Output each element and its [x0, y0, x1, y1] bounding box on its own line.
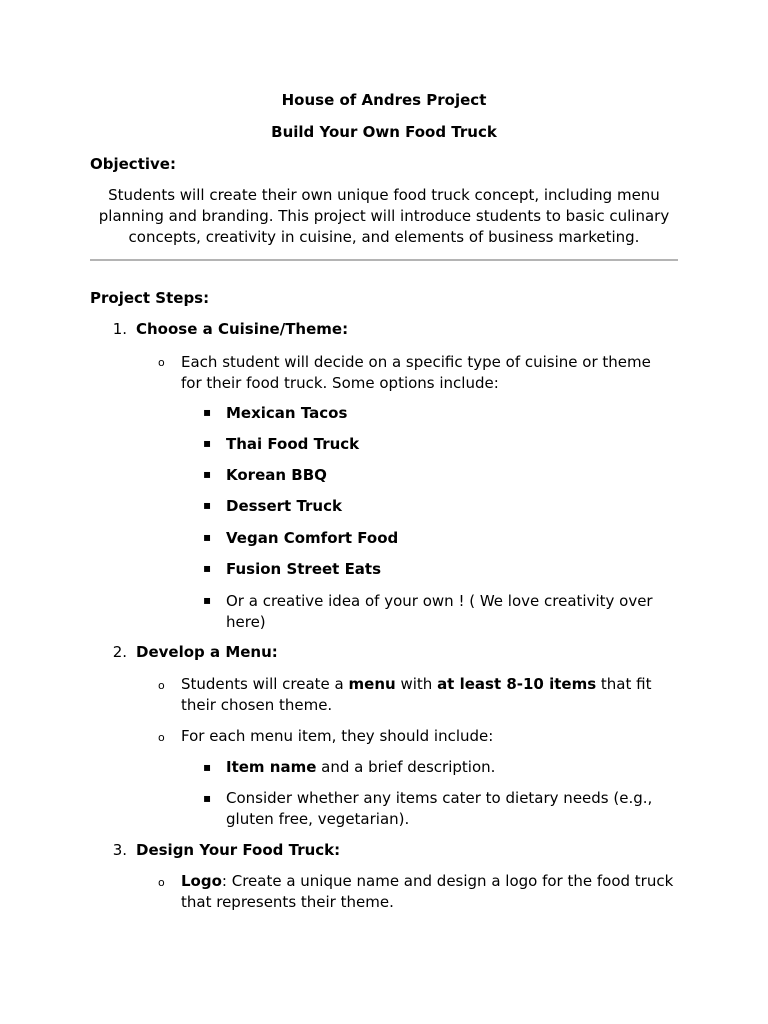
step-title: Design Your Food Truck:: [136, 841, 341, 859]
menu-requirement-text: Students will create a menu with at least 8-10 items that fit their chosen theme.: [181, 675, 652, 714]
cuisine-option: Thai Food Truck: [226, 435, 360, 453]
step-number: 3.: [112, 841, 127, 859]
cuisine-option: Fusion Street Eats: [226, 560, 382, 578]
step-number: 1.: [112, 320, 127, 338]
step-bullet-text: Each student will decide on a specific type of cuisine or theme for their food truck. Some options include:: [181, 353, 651, 392]
circle-bullet-icon: o: [158, 356, 165, 369]
cuisine-option: Korean BBQ: [226, 466, 327, 484]
cuisine-option: Mexican Tacos: [226, 404, 348, 422]
square-bullet-icon: ▪: [203, 405, 212, 419]
circle-bullet-icon: o: [158, 679, 165, 692]
objective-text: Students will create their own unique food truck concept, including menu planning and branding. This project will introduce students to basic culinary concepts, creativity in cuisine, and elements of business marketing.: [98, 186, 670, 246]
circle-bullet-icon: o: [158, 731, 165, 744]
project-steps-heading: Project Steps:: [90, 289, 210, 307]
cuisine-option: Dessert Truck: [226, 497, 342, 515]
objective-heading: Objective:: [90, 155, 176, 173]
square-bullet-icon: ▪: [203, 530, 212, 544]
square-bullet-icon: ▪: [203, 498, 212, 512]
square-bullet-icon: ▪: [203, 467, 212, 481]
step-bullet-text: For each menu item, they should include:: [181, 727, 494, 745]
horizontal-divider: [90, 259, 678, 261]
step-title: Develop a Menu:: [136, 643, 278, 661]
menu-item-requirement: Item name and a brief description.: [226, 758, 496, 776]
circle-bullet-icon: o: [158, 876, 165, 889]
square-bullet-icon: ▪: [203, 791, 212, 805]
document-title: House of Andres Project: [281, 91, 487, 109]
logo-requirement-text: Logo: Create a unique name and design a logo for the food truck that represents their theme.: [181, 872, 674, 911]
square-bullet-icon: ▪: [203, 561, 212, 575]
square-bullet-icon: ▪: [203, 760, 212, 774]
cuisine-option: Vegan Comfort Food: [226, 529, 399, 547]
square-bullet-icon: ▪: [203, 593, 212, 607]
menu-item-requirement: Consider whether any items cater to dietary needs (e.g., gluten free, vegetarian).: [226, 789, 653, 828]
cuisine-option-other: Or a creative idea of your own ! ( We love creativity over here): [226, 592, 653, 631]
square-bullet-icon: ▪: [203, 436, 212, 450]
document-subtitle: Build Your Own Food Truck: [271, 123, 497, 141]
step-title: Choose a Cuisine/Theme:: [136, 320, 349, 338]
step-number: 2.: [112, 643, 127, 661]
